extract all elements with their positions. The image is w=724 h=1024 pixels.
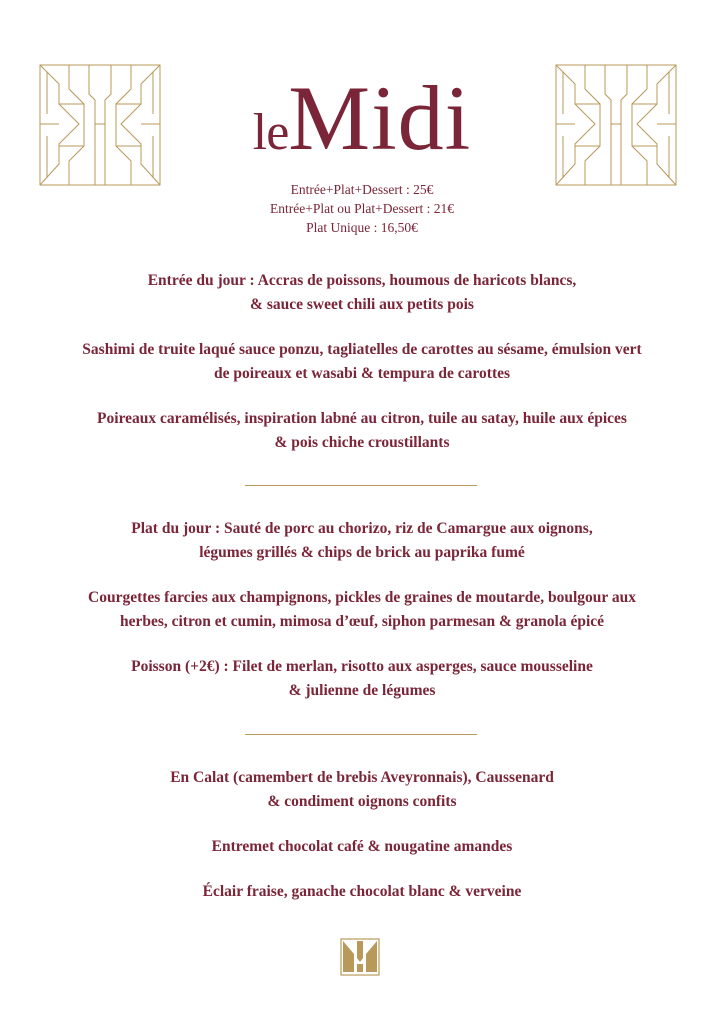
menu-item-line: Poireaux caramélisés, inspiration labné au citron, tuile au satay, huile aux épices	[97, 410, 627, 427]
menu-item-line: & condiment oignons confits	[267, 793, 457, 810]
menu-item-line: & sauce sweet chili aux petits pois	[250, 296, 474, 313]
logo-prefix: le	[252, 104, 289, 161]
menu-item	[30, 517, 694, 565]
menu-item-line: Éclair fraise, ganache chocolat blanc & verveine	[202, 883, 522, 900]
menu-item-line: & julienne de légumes	[288, 682, 436, 699]
price-line: Plat Unique : 16,50€	[306, 220, 418, 235]
menu-item-line: Sashimi de truite laqué sauce ponzu, tagliatelles de carottes au sésame, émulsion vert	[82, 341, 642, 358]
price-line: Entrée+Plat+Dessert : 25€	[290, 182, 434, 197]
menu-item-line: Entrée du jour : Accras de poissons, houmous de haricots blancs,	[147, 272, 577, 289]
menu-item-line: Courgettes farcies aux champignons, pickles de graines de moutarde, boulgour aux	[88, 589, 636, 606]
menu-item-line: Poisson (+2€) : Filet de merlan, risotto aux asperges, sauce mousseline	[131, 658, 593, 675]
restaurant-logo	[0, 67, 724, 169]
entrees-section	[30, 269, 694, 455]
logo-name: Midi	[288, 67, 472, 169]
menu-item-line: En Calat (camembert de brebis Aveyronnais), Caussenard	[170, 769, 554, 786]
price-list	[0, 180, 724, 237]
desserts-section	[30, 766, 694, 904]
footer-logo-icon	[340, 938, 380, 976]
menu-item-line: Entremet chocolat café & nougatine amandes	[211, 838, 513, 855]
menu-item-line: Plat du jour : Sauté de porc au chorizo, riz de Camargue aux oignons,	[131, 520, 593, 537]
menu-item-line: légumes grillés & chips de brick au paprika fumé	[199, 544, 525, 561]
menu-item	[30, 269, 694, 317]
menu-item	[30, 338, 694, 386]
menu-item-line: de poireaux et wasabi & tempura de carottes	[213, 365, 511, 382]
menu-item	[30, 586, 694, 634]
menu-item	[30, 407, 694, 455]
section-divider	[245, 485, 477, 486]
menu-item	[30, 766, 694, 814]
price-line: Entrée+Plat ou Plat+Dessert : 21€	[270, 201, 454, 216]
menu-item	[30, 880, 694, 904]
menu-item	[30, 835, 694, 859]
section-divider	[245, 734, 477, 735]
menu-item-line: & pois chiche croustillants	[274, 434, 450, 451]
plats-section	[30, 517, 694, 703]
menu-item	[30, 655, 694, 703]
menu-item-line: herbes, citron et cumin, mimosa d’œuf, siphon parmesan & granola épicé	[119, 613, 605, 630]
